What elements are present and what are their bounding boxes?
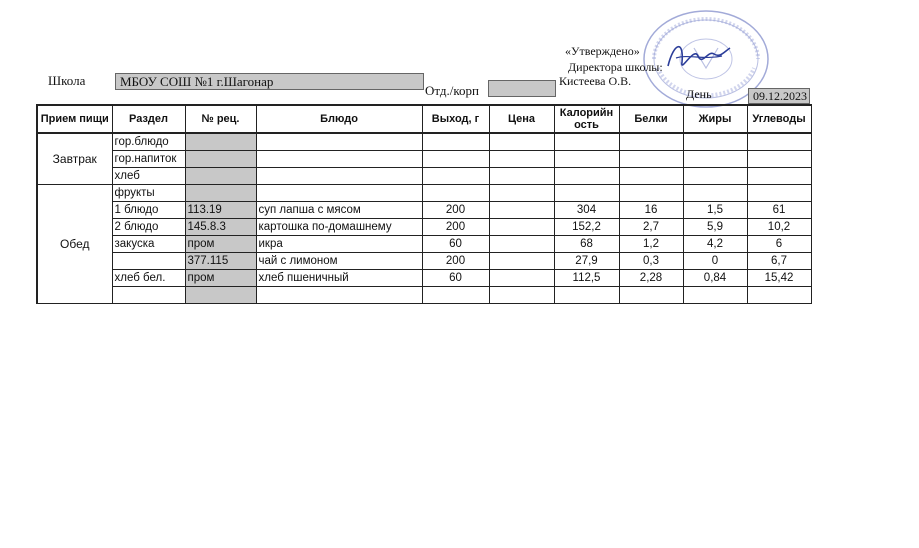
dish-cell: суп лапша с мясом [256, 202, 422, 219]
protein-cell [619, 185, 683, 202]
calories-cell: 112,5 [554, 270, 619, 287]
table-row [37, 219, 811, 236]
carbs-cell: 61 [747, 202, 811, 219]
recipe-cell [185, 151, 256, 168]
lunch-meal-label: Обед [37, 185, 112, 304]
col-protein: Белки [619, 105, 683, 133]
recipe-cell [185, 168, 256, 185]
dish-cell [256, 151, 422, 168]
school-name-field: МБОУ СОШ №1 г.Шагонар [115, 73, 424, 90]
dept-label: Отд./корп [425, 83, 479, 98]
price-cell [489, 168, 554, 185]
price-cell [489, 151, 554, 168]
calories-cell: 152,2 [554, 219, 619, 236]
carbs-cell [747, 287, 811, 304]
dish-cell [256, 185, 422, 202]
recipe-cell: пром [185, 236, 256, 253]
price-cell [489, 202, 554, 219]
table-row [37, 253, 811, 270]
carbs-cell: 15,42 [747, 270, 811, 287]
dish-cell: хлеб пшеничный [256, 270, 422, 287]
col-fat: Жиры [683, 105, 747, 133]
col-calories: Калорийн ость [554, 105, 619, 133]
section-cell: 2 блюдо [112, 219, 185, 236]
recipe-cell: 145.8.3 [185, 219, 256, 236]
breakfast-meal-label: Завтрак [37, 133, 112, 185]
menu-table [36, 104, 812, 304]
calories-cell: 27,9 [554, 253, 619, 270]
table-row [37, 168, 811, 185]
calories-cell: 304 [554, 202, 619, 219]
director-signature [664, 36, 734, 76]
calories-cell [554, 133, 619, 151]
dish-cell: икра [256, 236, 422, 253]
col-price: Цена [489, 105, 554, 133]
calories-cell [554, 185, 619, 202]
recipe-cell: 113.19 [185, 202, 256, 219]
protein-cell: 16 [619, 202, 683, 219]
date-field: 09.12.2023 [748, 88, 810, 104]
output-cell: 200 [422, 253, 489, 270]
col-meal: Прием пищи [37, 105, 112, 133]
dish-cell: чай с лимоном [256, 253, 422, 270]
col-dish: Блюдо [256, 105, 422, 133]
section-cell [112, 287, 185, 304]
output-cell [422, 133, 489, 151]
col-recipe: № рец. [185, 105, 256, 133]
carbs-cell [747, 133, 811, 151]
output-cell [422, 168, 489, 185]
section-cell: 1 блюдо [112, 202, 185, 219]
fat-cell: 0,84 [683, 270, 747, 287]
carbs-cell: 10,2 [747, 219, 811, 236]
dish-cell: картошка по-домашнему [256, 219, 422, 236]
fat-cell [683, 185, 747, 202]
fat-cell: 5,9 [683, 219, 747, 236]
table-row [37, 270, 811, 287]
director-name: Кистеева О.В. [559, 74, 632, 88]
table-row [37, 236, 811, 253]
price-cell [489, 185, 554, 202]
calories-cell: 68 [554, 236, 619, 253]
price-cell [489, 270, 554, 287]
section-cell: гор.блюдо [112, 133, 185, 151]
output-cell: 200 [422, 219, 489, 236]
recipe-cell: 377.115 [185, 253, 256, 270]
price-cell [489, 287, 554, 304]
calories-cell [554, 151, 619, 168]
table-row [37, 287, 811, 304]
price-cell [489, 253, 554, 270]
protein-cell [619, 287, 683, 304]
fat-cell: 0 [683, 253, 747, 270]
carbs-cell [747, 151, 811, 168]
fat-cell: 1,5 [683, 202, 747, 219]
col-output: Выход, г [422, 105, 489, 133]
output-cell [422, 287, 489, 304]
output-cell [422, 185, 489, 202]
carbs-cell [747, 185, 811, 202]
dish-cell [256, 133, 422, 151]
recipe-cell [185, 133, 256, 151]
fat-cell [683, 151, 747, 168]
day-label: День [686, 87, 712, 101]
col-carbs: Углеводы [747, 105, 811, 133]
table-row [37, 202, 811, 219]
protein-cell [619, 133, 683, 151]
section-cell: фрукты [112, 185, 185, 202]
fat-cell [683, 168, 747, 185]
dish-cell [256, 287, 422, 304]
section-cell: хлеб [112, 168, 185, 185]
output-cell: 60 [422, 236, 489, 253]
calories-cell [554, 168, 619, 185]
output-cell [422, 151, 489, 168]
fat-cell: 4,2 [683, 236, 747, 253]
protein-cell [619, 151, 683, 168]
protein-cell: 2,7 [619, 219, 683, 236]
section-cell: гор.напиток [112, 151, 185, 168]
output-cell: 200 [422, 202, 489, 219]
carbs-cell: 6,7 [747, 253, 811, 270]
dish-cell [256, 168, 422, 185]
section-cell: закуска [112, 236, 185, 253]
recipe-cell [185, 287, 256, 304]
director-label: Директора школы: [568, 60, 663, 74]
protein-cell: 0,3 [619, 253, 683, 270]
carbs-cell: 6 [747, 236, 811, 253]
price-cell [489, 236, 554, 253]
table-row [37, 133, 811, 151]
table-row [37, 151, 811, 168]
col-section: Раздел [112, 105, 185, 133]
fat-cell [683, 287, 747, 304]
carbs-cell [747, 168, 811, 185]
recipe-cell: пром [185, 270, 256, 287]
table-header-row [37, 105, 811, 133]
recipe-cell [185, 185, 256, 202]
dept-field [488, 80, 556, 97]
protein-cell: 2,28 [619, 270, 683, 287]
calories-cell [554, 287, 619, 304]
table-row [37, 185, 811, 202]
price-cell [489, 219, 554, 236]
fat-cell [683, 133, 747, 151]
output-cell: 60 [422, 270, 489, 287]
section-cell [112, 253, 185, 270]
school-label: Школа [48, 73, 86, 88]
price-cell [489, 133, 554, 151]
protein-cell: 1,2 [619, 236, 683, 253]
protein-cell [619, 168, 683, 185]
approved-label: «Утверждено» [565, 44, 640, 58]
section-cell: хлеб бел. [112, 270, 185, 287]
